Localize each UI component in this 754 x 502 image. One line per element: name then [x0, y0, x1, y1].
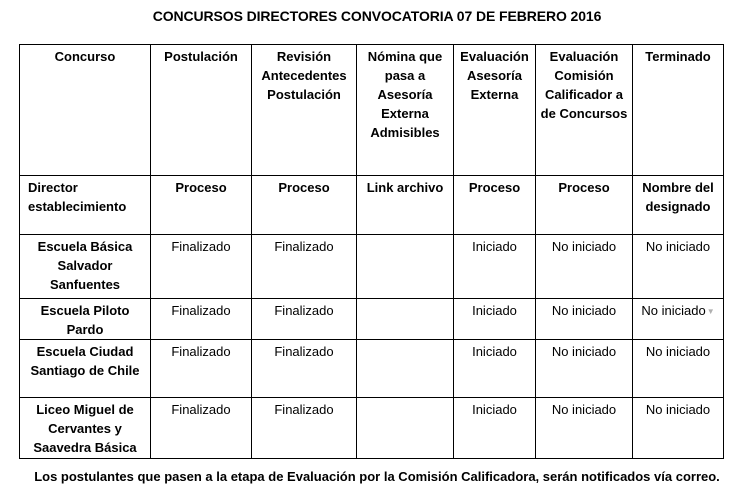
table-row	[20, 340, 724, 398]
school-name: Liceo Miguel de Cervantes y Saavedra Básica	[20, 398, 151, 459]
school-name: Escuela Ciudad Santiago de Chile	[20, 340, 151, 398]
status-terminado: No iniciado	[641, 303, 706, 318]
nomina-link[interactable]	[357, 398, 454, 459]
status-eval-comision: No iniciado	[536, 299, 633, 340]
status-revision: Finalizado	[252, 235, 357, 299]
status-eval-externa: Iniciado	[454, 235, 536, 299]
school-name: Escuela Básica Salvador Sanfuentes	[20, 235, 151, 299]
footer-note: Los postulantes que pasen a la etapa de Evaluación por la Comisión Calificadora, serán notificados vía correo.	[34, 469, 720, 484]
status-terminado: No iniciado	[633, 235, 724, 299]
subheader-terminado: Nombre del designado	[633, 176, 724, 235]
contests-table	[19, 44, 724, 459]
status-revision: Finalizado	[252, 299, 357, 340]
school-name: Escuela Piloto Pardo	[20, 299, 151, 340]
status-revision: Finalizado	[252, 398, 357, 459]
status-eval-externa: Iniciado	[454, 299, 536, 340]
header-row	[20, 45, 724, 176]
page-title: CONCURSOS DIRECTORES CONVOCATORIA 07 DE FEBRERO 2016	[152, 8, 602, 24]
nomina-link[interactable]	[357, 235, 454, 299]
header-eval-externa: Evaluación Asesoría Externa	[454, 45, 536, 176]
status-eval-externa: Iniciado	[454, 398, 536, 459]
table-row	[20, 235, 724, 299]
status-eval-externa: Iniciado	[454, 340, 536, 398]
header-terminado: Terminado	[633, 45, 724, 176]
status-postulacion: Finalizado	[151, 299, 252, 340]
status-terminado-cell[interactable]	[633, 299, 724, 340]
status-postulacion: Finalizado	[151, 340, 252, 398]
status-terminado: No iniciado	[633, 398, 724, 459]
triangle-down-icon[interactable]: ▼	[706, 307, 715, 317]
subheader-row	[20, 176, 724, 235]
status-eval-comision: No iniciado	[536, 235, 633, 299]
header-eval-comision: Evaluación Comisión Calificador a de Concursos	[536, 45, 633, 176]
table-row	[20, 398, 724, 459]
nomina-link[interactable]	[357, 299, 454, 340]
subheader-link[interactable]: Link archivo	[357, 176, 454, 235]
subheader-postulacion: Proceso	[151, 176, 252, 235]
status-postulacion: Finalizado	[151, 235, 252, 299]
subheader-revision: Proceso	[252, 176, 357, 235]
status-terminado: No iniciado	[633, 340, 724, 398]
header-revision: Revisión Antecedentes Postulación	[252, 45, 357, 176]
status-eval-comision: No iniciado	[536, 340, 633, 398]
header-nomina: Nómina que pasa a Asesoría Externa Admisibles	[357, 45, 454, 176]
table-row	[20, 299, 724, 340]
subheader-eval-externa: Proceso	[454, 176, 536, 235]
header-concurso: Concurso	[20, 45, 151, 176]
status-revision: Finalizado	[252, 340, 357, 398]
header-postulacion: Postulación	[151, 45, 252, 176]
status-postulacion: Finalizado	[151, 398, 252, 459]
subheader-director: Director establecimiento	[20, 176, 151, 235]
status-eval-comision: No iniciado	[536, 398, 633, 459]
nomina-link[interactable]	[357, 340, 454, 398]
subheader-eval-comision: Proceso	[536, 176, 633, 235]
